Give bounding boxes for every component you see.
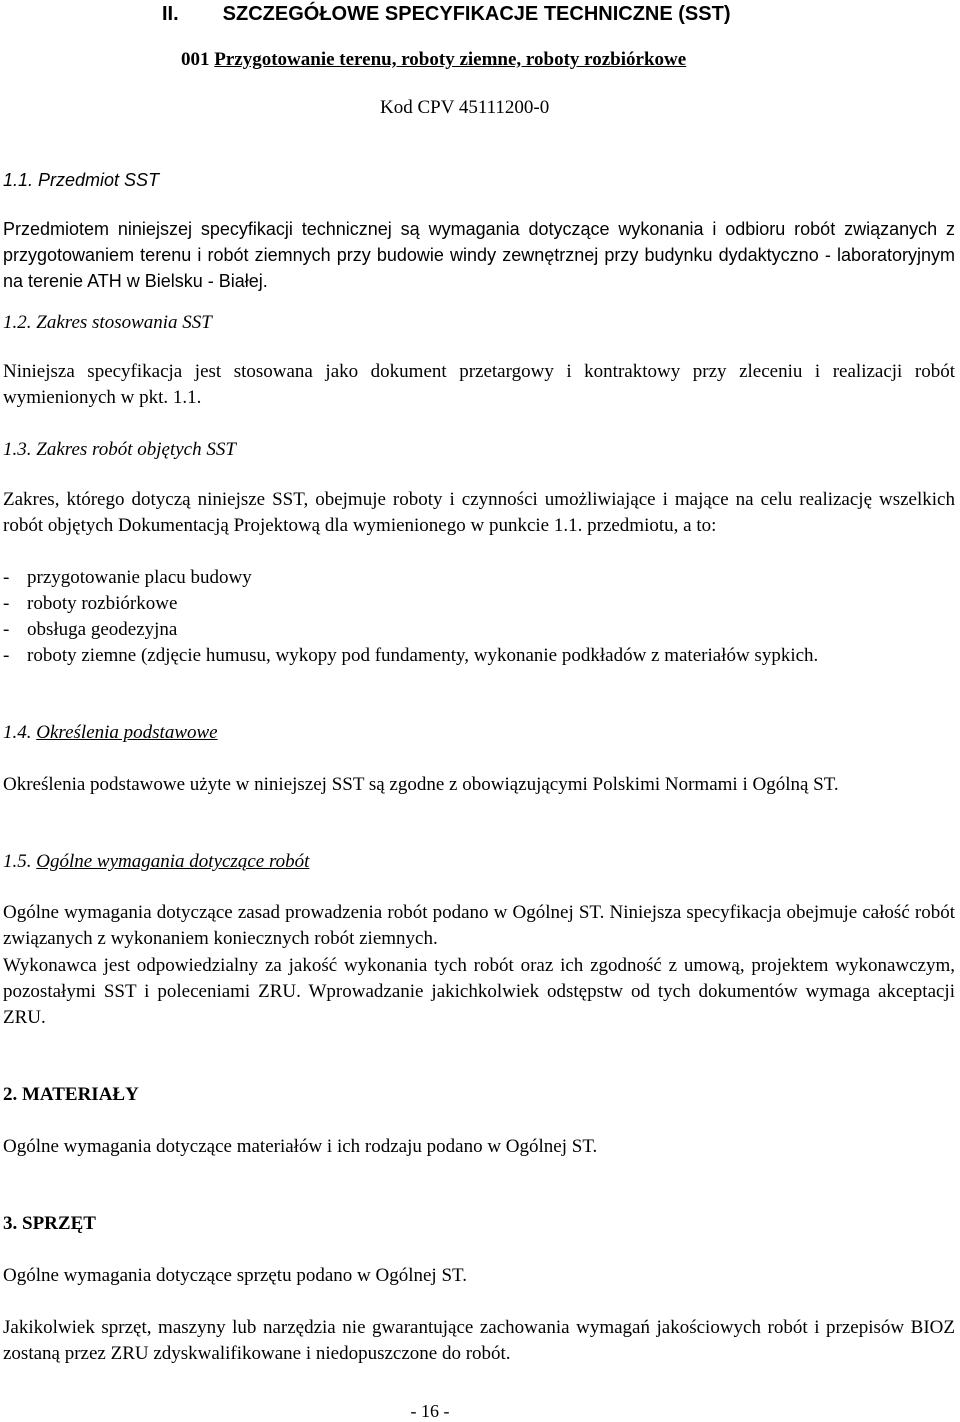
paragraph-1-2: Niniejsza specyfikacja jest stosowana jako dokument przetargowy i kontraktowy przy zleceniu i realizacji robót wymienionych w pkt. 1.1. <box>3 361 955 408</box>
spec-subtitle <box>181 49 686 71</box>
section-title-text: SZCZEGÓŁOWE SPECYFIKACJE TECHNICZNE (SST) <box>222 3 731 25</box>
paragraph-1-5a: Ogólne wymagania dotyczące zasad prowadzenia robót podano w Ogólnej ST. Niniejsza specyfikacja obejmuje całość robót związanych z wykonaniem koniecznych robót ziemnych. <box>3 902 955 949</box>
paragraph-1-1: Przedmiotem niniejszej specyfikacji technicznej są wymagania dotyczące wykonania i odbioru robót związanych z przygotowaniem terenu i robót ziemnych przy budowie windy zewnętrznej przy budynku dydaktyczno - laboratoryjnym na terenie ATH w Bielsku - Białej. <box>3 219 955 291</box>
heading-1-4: 1.4. Określenia podstawowe <box>3 722 218 743</box>
paragraph-1-3: Zakres, którego dotyczą niniejsze SST, obejmuje roboty i czynności umożliwiające i mające na celu realizację wszelkich robót objętych Dokumentacją Projektową dla wymienionego w punkcie 1.1. przedmiotu, a to: <box>3 489 955 536</box>
paragraph-3a: Ogólne wymagania dotyczące sprzętu podano w Ogólnej ST. <box>3 1265 467 1286</box>
spec-number: 001 <box>181 49 210 70</box>
page-number: - 16 - <box>410 1401 450 1421</box>
heading-1-5: 1.5. Ogólne wymagania dotyczące robót <box>3 851 310 872</box>
paragraph-3b: Jakikolwiek sprzęt, maszyny lub narzędzia nie gwarantujące zachowania wymagań jakościowych robót i przepisów BIOZ zostaną przez ZRU zdyskwalifikowane i niedopuszczone do robót. <box>3 1317 955 1364</box>
heading-2: 2. MATERIAŁY <box>3 1084 139 1105</box>
scope-list <box>3 565 955 669</box>
list-item: - roboty ziemne (zdjęcie humusu, wykopy pod fundamenty, wykonanie podkładów z materiałów sypkich. <box>3 645 819 666</box>
paragraph-2: Ogólne wymagania dotyczące materiałów i ich rodzaju podano w Ogólnej ST. <box>3 1136 598 1157</box>
list-item: - przygotowanie placu budowy <box>3 567 252 588</box>
heading-1-3: 1.3. Zakres robót objętych SST <box>3 439 236 460</box>
section-title <box>162 3 730 26</box>
section-number: II. <box>162 3 179 25</box>
cpv-code: Kod CPV 45111200-0 <box>380 97 550 118</box>
list-item: - roboty rozbiórkowe <box>3 593 178 614</box>
heading-3: 3. SPRZĘT <box>3 1213 96 1234</box>
list-item: - obsługa geodezyjna <box>3 619 178 640</box>
paragraph-1-5b: Wykonawca jest odpowiedzialny za jakość wykonania tych robót oraz ich zgodność z umową, projektem wykonawczym, pozostałymi SST i poleceniami ZRU. Wprowadzanie jakichkolwiek odstępstw od tych dokumentów wymaga akceptacji ZRU. <box>3 955 955 1028</box>
spec-subtitle-text: Przygotowanie terenu, roboty ziemne, roboty rozbiórkowe <box>214 49 687 70</box>
heading-1-2: 1.2. Zakres stosowania SST <box>3 312 212 333</box>
heading-1-1: 1.1. Przedmiot SST <box>3 170 160 190</box>
paragraph-1-4: Określenia podstawowe użyte w niniejszej SST są zgodne z obowiązującymi Polskimi Normami i Ogólną ST. <box>3 774 839 795</box>
